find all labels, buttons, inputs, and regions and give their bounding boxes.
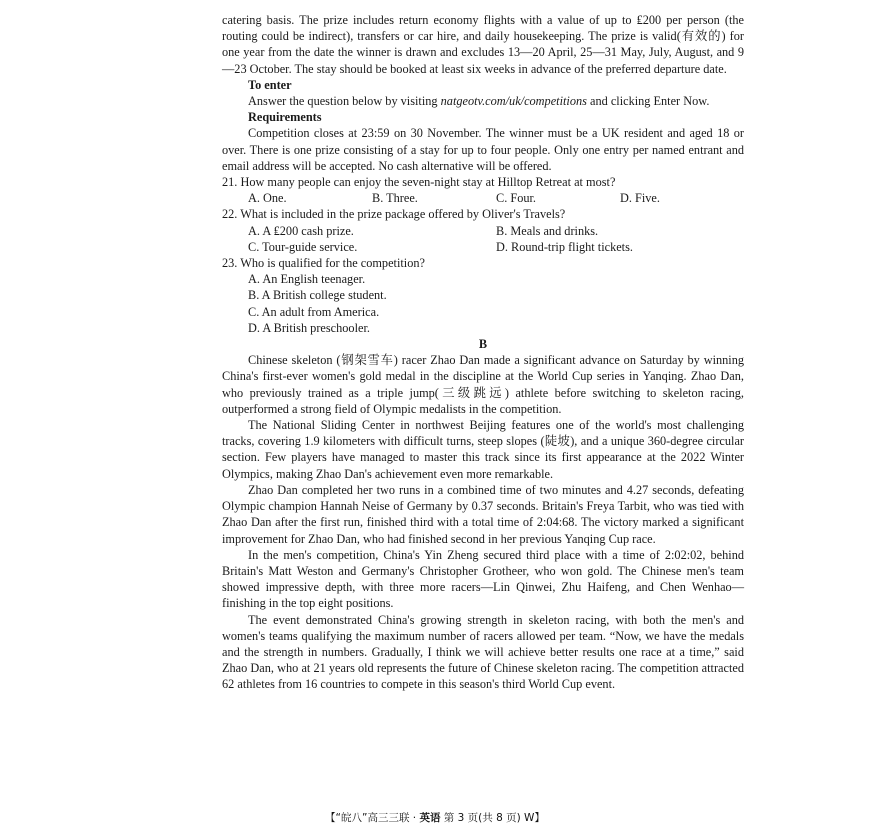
q23-option-d: D. A British preschooler. bbox=[248, 320, 370, 335]
q22-option-c: C. Tour-guide service. bbox=[248, 239, 358, 254]
question-21-stem: 21. How many people can enjoy the seven-night stay at Hilltop Retreat at most? bbox=[222, 175, 616, 190]
q21-option-b: B. Three. bbox=[372, 191, 418, 206]
q22-option-a: A. A ₤200 cash prize. bbox=[248, 223, 354, 238]
question-22-stem: 22. What is included in the prize package offered by Oliver's Travels? bbox=[222, 207, 566, 222]
passage-b-paragraph-1: Chinese skeleton (钢架雪车) racer Zhao Dan made a significant advance on Saturday by winning China's first-ever women's gold medal in the discipline at the World Cup series in Yanqing. Zhao Dan, who previously trained as a triple jump(三级跳远) athlete before switching to skeleton racing, outperformed a strong field of Olympic medalists in the competition. bbox=[222, 353, 744, 416]
q23-option-c: C. An adult from America. bbox=[248, 304, 380, 319]
footer-left: 【“皖八”高三三联 · bbox=[325, 812, 420, 824]
q21-option-d: D. Five. bbox=[620, 191, 660, 206]
competition-link: natgeotv.com/uk/competitions bbox=[440, 94, 587, 109]
q22-option-b: B. Meals and drinks. bbox=[496, 223, 599, 238]
q21-option-c: C. Four. bbox=[496, 191, 536, 206]
passage-b-label: B bbox=[478, 337, 488, 352]
question-23-stem: 23. Who is qualified for the competition? bbox=[222, 256, 425, 271]
question-21-options bbox=[222, 190, 744, 206]
to-enter-before: Answer the question below by visiting bbox=[248, 94, 441, 109]
question-22-options-row1 bbox=[222, 223, 744, 239]
q22-option-d: D. Round-trip flight tickets. bbox=[496, 239, 633, 254]
passage-b-paragraph-4: In the men's competition, China's Yin Zheng secured third place with a time of 2:02:02, behind Britain's Matt Weston and Germany's Christopher Grotheer, who won gold. The Chinese men's team showed impressive depth, with three more racers—Lin Qinwei, Zhu Haifeng, and Chen Wenhao—finishing in the top eight positions. bbox=[222, 547, 744, 611]
exam-page bbox=[222, 12, 744, 693]
footer-subject: 英语 bbox=[419, 812, 441, 824]
passage-b-paragraph-3: Zhao Dan completed her two runs in a combined time of two minutes and 4.27 seconds, defeating Olympic champion Hannah Neise of Germany by 0.37 seconds. Britain's Freya Tarbit, who was tied with Zhao Dan after the first run, finished third with a total time of 2:04:68. The victory marked a significant improvement for Zhao Dan, who had finished second in her previous Yanqing Cup race. bbox=[222, 482, 744, 546]
question-22-options-row2 bbox=[222, 239, 744, 255]
footer-right: 第 3 页(共 8 页) W】 bbox=[440, 812, 545, 824]
to-enter-heading: To enter bbox=[248, 77, 292, 92]
q23-option-a: A. An English teenager. bbox=[248, 272, 366, 287]
prize-paragraph: catering basis. The prize includes return economy flights with a value of up to ₤200 per person (the routing could be indirect), transfers or car hire, and daily housekeeping. The prize is valid(有效的) for one year from the date the winner is drawn and excludes 13—20 April, 25—31 May, July, August, and 9—23 October. The stay should be booked at least six weeks in advance of the preferred departure date. bbox=[222, 13, 744, 76]
passage-b-paragraph-2: The National Sliding Center in northwest Beijing features one of the world's most challenging tracks, covering 1.9 kilometers with difficult turns, steep slopes (陡坡), and a unique 360-degree circular section. Few players have managed to master this track since its first appearance at the 2022 Winter Olympics, making Zhao Dan's achievement even more remarkable. bbox=[222, 418, 744, 481]
requirements-heading: Requirements bbox=[248, 110, 322, 125]
passage-b-paragraph-5: The event demonstrated China's growing strength in skeleton racing, with both the men's and women's teams qualifying the maximum number of racers allowed per team. “Now, we have the medals and the strength in numbers. Gradually, I think we will achieve better results one race at a time,” said Zhao Dan, who at 21 years old represents the future of Chinese skeleton racing. The competition attracted 62 athletes from 16 countries to compete in this season's third World Cup event. bbox=[222, 612, 744, 692]
q21-option-a: A. One. bbox=[248, 191, 287, 206]
q23-option-b: B. A British college student. bbox=[248, 288, 387, 303]
to-enter-text bbox=[222, 93, 744, 109]
page-footer bbox=[0, 810, 870, 825]
requirements-paragraph: Competition closes at 23:59 on 30 November. The winner must be a UK resident and aged 18 or over. There is one prize consisting of a stay for up to four people. Only one entry per named entrant and email address will be accepted. No cash alternative will be offered. bbox=[222, 126, 744, 173]
to-enter-after: and clicking Enter Now. bbox=[586, 94, 710, 109]
